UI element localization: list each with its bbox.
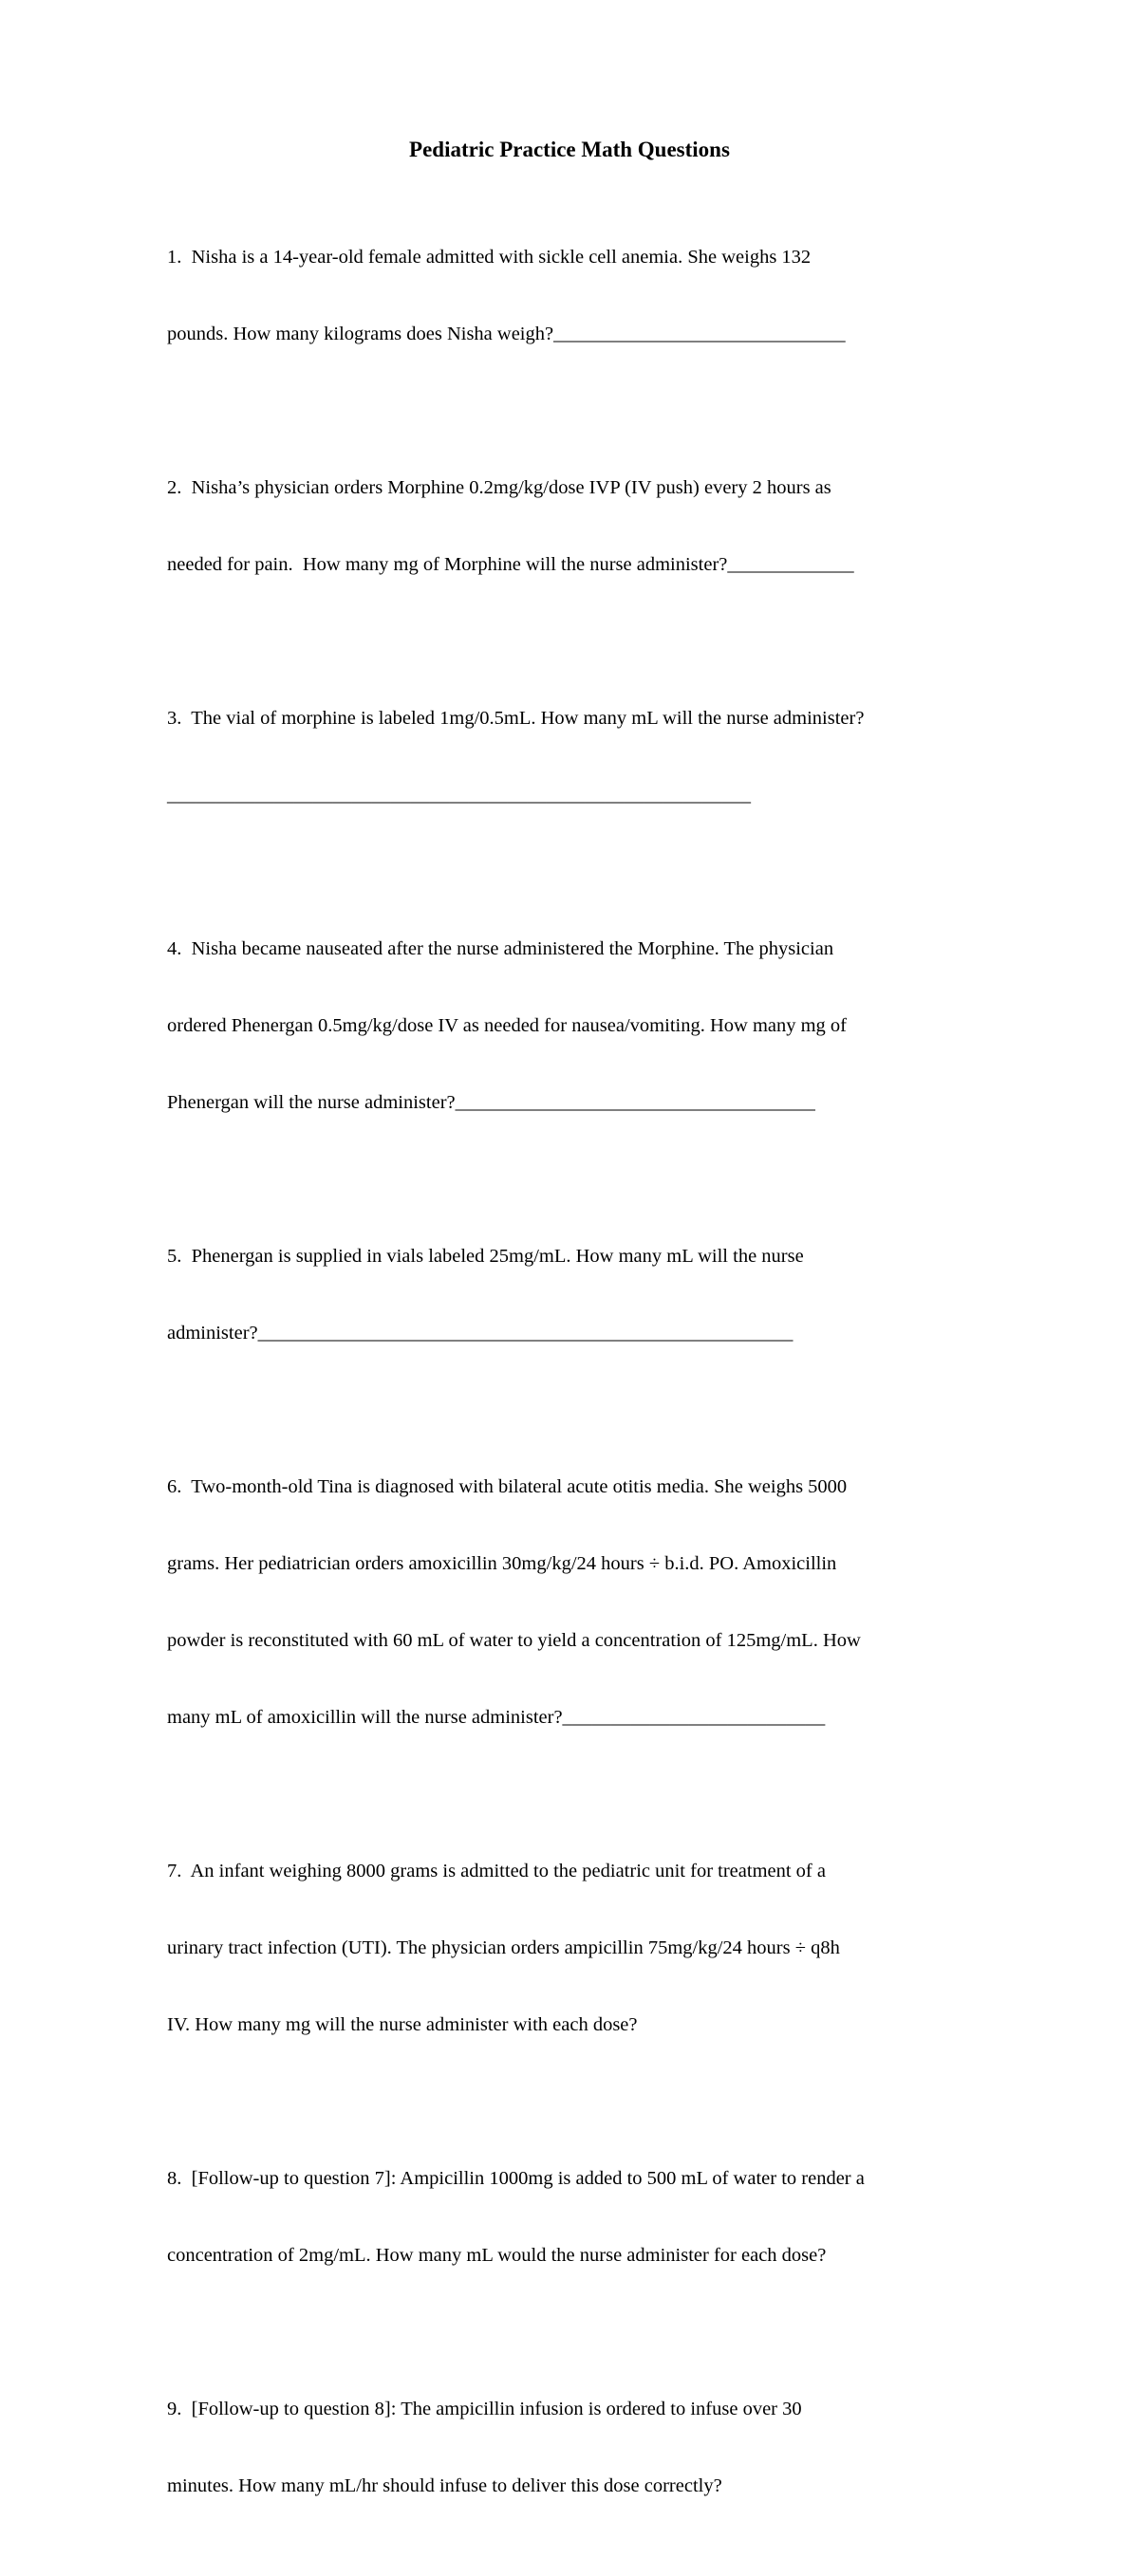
question-line: urinary tract infection (UTI). The physician orders ampicillin 75mg/kg/24 hours ÷ q8h [167,1937,840,1958]
page-title: Pediatric Practice Math Questions [409,138,730,161]
question-8 [167,2115,983,2320]
question-line: 8. [Follow-up to question 7]: Ampicillin 1000mg is added to 500 mL of water to render a [167,2168,865,2189]
question-5 [167,1193,983,1398]
question-list [167,194,983,2576]
question-2 [167,424,983,629]
question-line: 5. Phenergan is supplied in vials labeled 25mg/mL. How many mL will the nurse [167,1246,804,1267]
question-line: many mL of amoxicillin will the nurse administer?___________________________ [167,1707,826,1728]
question-6 [167,1423,983,1782]
question-line: 9. [Follow-up to question 8]: The ampicillin infusion is ordered to infuse over 30 [167,2399,802,2419]
question-3 [167,655,983,860]
question-line: IV. How many mg will the nurse administer with each dose? [167,2014,638,2035]
question-line: 3. The vial of morphine is labeled 1mg/0.5mL. How many mL will the nurse administer? [167,708,865,729]
question-line: 2. Nisha’s physician orders Morphine 0.2mg/kg/dose IVP (IV push) every 2 hours as [167,477,831,498]
question-line: grams. Her pediatrician orders amoxicillin 30mg/kg/24 hours ÷ b.i.d. PO. Amoxicillin [167,1553,837,1574]
question-line: ordered Phenergan 0.5mg/kg/dose IV as needed for nausea/vomiting. How many mg of [167,1015,848,1036]
question-line: 1. Nisha is a 14-year-old female admitted with sickle cell anemia. She weighs 132 [167,247,812,268]
question-line: 7. An infant weighing 8000 grams is admitted to the pediatric unit for treatment of a [167,1861,826,1881]
question-line: pounds. How many kilograms does Nisha weigh?______________________________ [167,324,846,344]
question-9 [167,2345,983,2550]
question-line: minutes. How many mL/hr should infuse to deliver this dose correctly? [167,2475,722,2496]
question-line: ____________________________________________________________ [167,785,751,806]
question-line: administer?_______________________________________________________ [167,1323,794,1344]
question-1 [167,194,983,398]
question-line: needed for pain. How many mg of Morphine will the nurse administer?_____________ [167,554,854,575]
question-4 [167,885,983,1167]
question-line: powder is reconstituted with 60 mL of water to yield a concentration of 125mg/mL. How [167,1630,861,1651]
question-7 [167,1807,983,2089]
question-line: concentration of 2mg/mL. How many mL would the nurse administer for each dose? [167,2245,827,2266]
question-line: 6. Two-month-old Tina is diagnosed with bilateral acute otitis media. She weighs 5000 [167,1476,848,1497]
question-line: Phenergan will the nurse administer?_____________________________________ [167,1092,815,1113]
question-line: 4. Nisha became nauseated after the nurse administered the Morphine. The physician [167,938,834,959]
